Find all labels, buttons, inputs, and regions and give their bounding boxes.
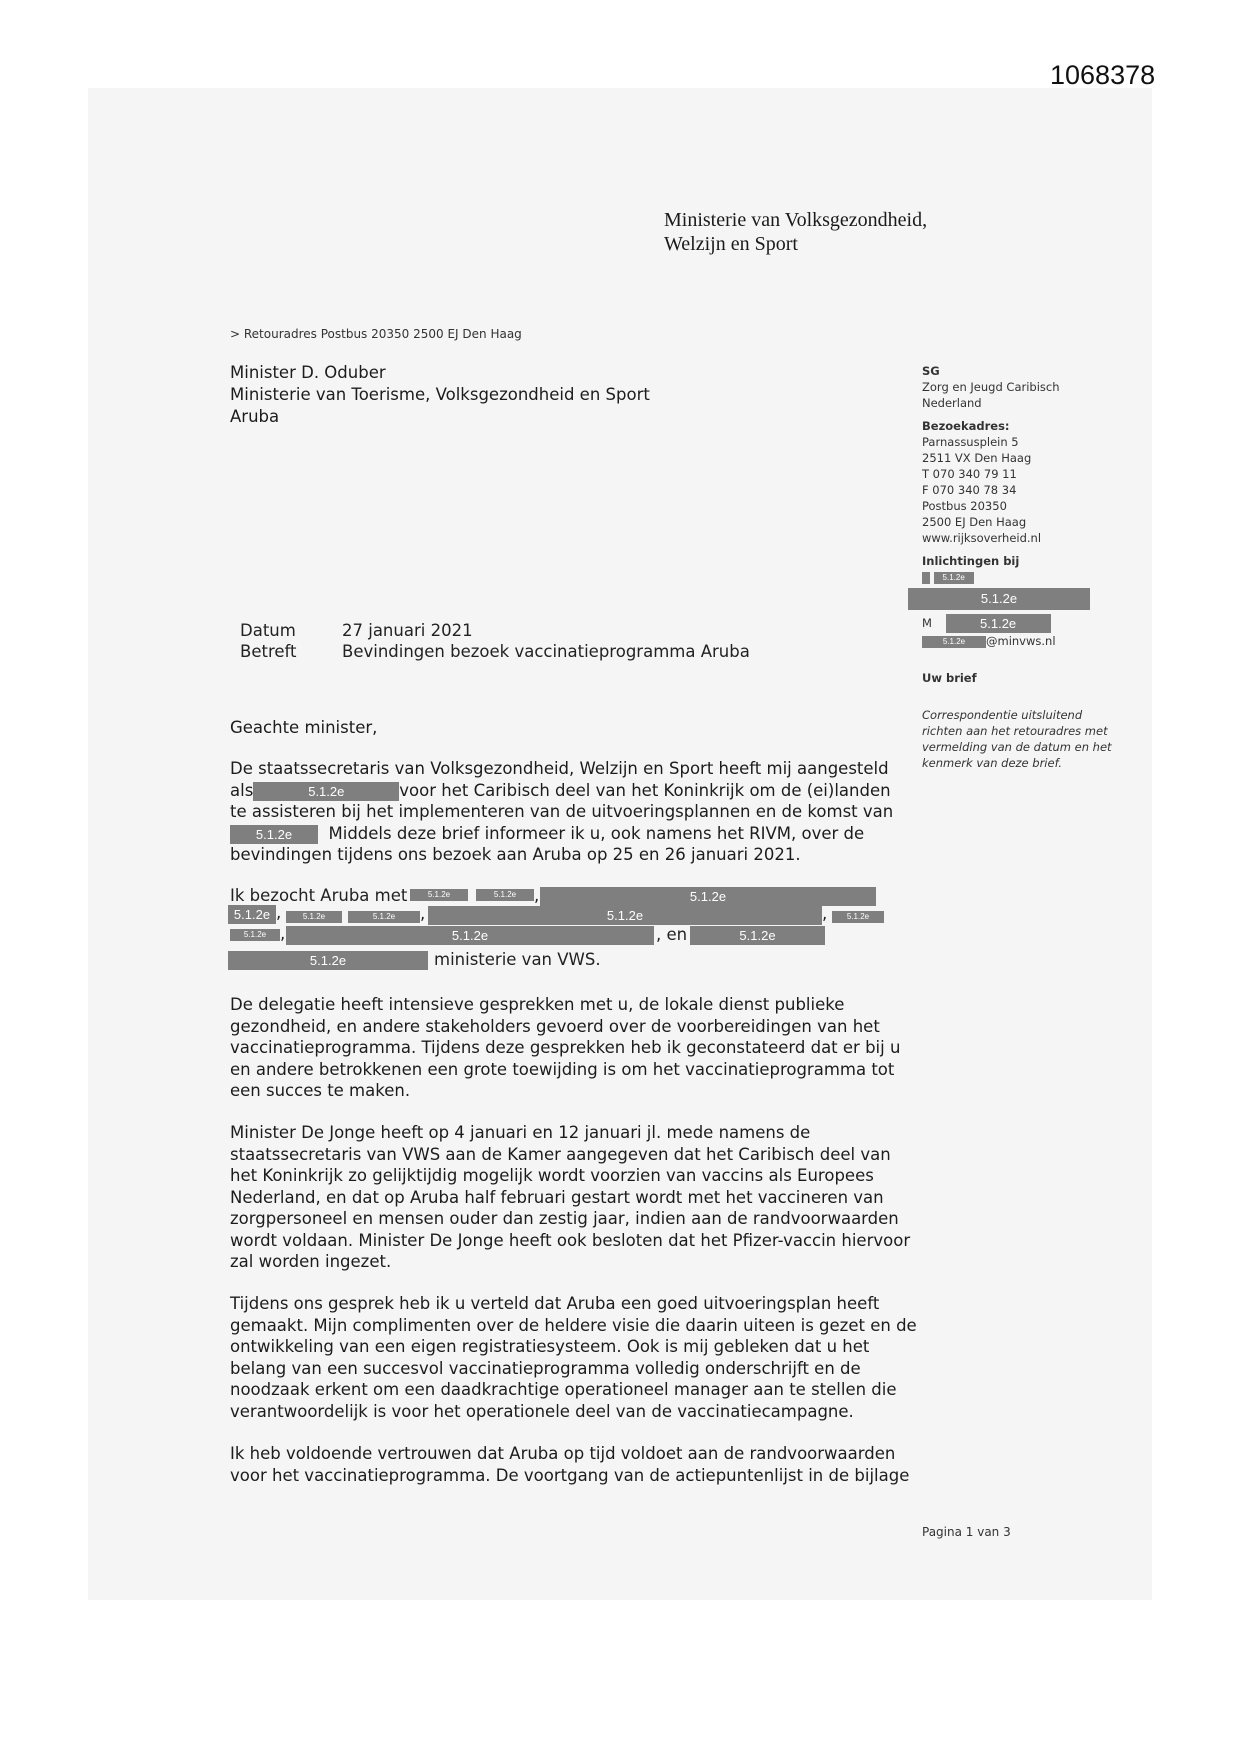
redaction-box: 5.1.2e	[476, 889, 534, 901]
paragraph-line: De staatssecretaris van Volksgezondheid, Welzijn en Sport heeft mij aangesteld	[230, 759, 889, 778]
addressee-location: Aruba	[230, 407, 280, 426]
paragraph-line: ontwikkeling van een eigen registratiesysteem. Ook is mij gebleken dat u het	[230, 1337, 870, 1356]
page-number: Pagina 1 van 3	[922, 1525, 1011, 1539]
info-label: Inlichtingen bij	[922, 554, 1020, 568]
email-suffix: @minvws.nl	[986, 634, 1056, 648]
redaction-box: 5.1.2e	[228, 951, 428, 970]
paragraph-line: gezondheid, en andere stakeholders gevoerd over de voorbereidingen van het	[230, 1016, 880, 1036]
date-label: Datum	[240, 621, 296, 640]
redaction-box: 5.1.2e	[922, 636, 986, 648]
visit-address-label: Bezoekadres:	[922, 419, 1010, 433]
paragraph-line: Minister De Jonge heeft op 4 januari en 12 januari jl. mede namens de	[230, 1123, 811, 1142]
postbus-city: 2500 EJ Den Haag	[922, 515, 1027, 529]
text-fragment: als	[230, 780, 254, 800]
paragraph-line: voor het vaccinatieprogramma. De voortgang van de actiepuntenlijst in de bijlage	[230, 1465, 910, 1485]
paragraph-line: het Koninkrijk zo gelijktijdig mogelijk wordt voorzien van vaccins als Europees	[230, 1166, 874, 1185]
paragraph-line: Ik heb voldoende vertrouwen dat Aruba op tijd voldoet aan de randvoorwaarden	[230, 1444, 896, 1463]
phone: T 070 340 79 11	[922, 467, 1017, 481]
paragraph-line: zorgpersoneel en mensen ouder dan zestig jaar, indien aan de randvoorwaarden	[230, 1209, 899, 1228]
paragraph-line: staatssecretaris van VWS aan de Kamer aangegeven dat het Caribisch deel van	[230, 1144, 891, 1164]
paragraph-line: gemaakt. Mijn complimenten over de heldere visie die daarin uiteen is gezet en de	[230, 1315, 917, 1335]
postbus: Postbus 20350	[922, 499, 1007, 513]
paragraph-3	[230, 994, 910, 1102]
paragraph-line: vaccinatieprogramma. Tijdens deze gesprekken heb ik geconstateerd dat er bij u	[230, 1038, 901, 1057]
paragraph-6	[230, 1443, 910, 1486]
paragraph-line: verantwoordelijk is voor het operationele deel van de vaccinatiecampagne.	[230, 1401, 854, 1421]
redaction-box: 5.1.2e	[348, 911, 420, 923]
redaction-box	[922, 572, 930, 584]
text-fragment: ministerie van VWS.	[434, 950, 601, 969]
org-code: SG	[922, 364, 940, 378]
email-line	[922, 633, 1122, 649]
redaction-box: 5.1.2e	[946, 614, 1051, 633]
postal-code: 2511 VX Den Haag	[922, 451, 1032, 465]
text-fragment: Middels deze brief informeer ik u, ook namens het RIVM, over de	[328, 823, 865, 843]
paragraph-line: Tijdens ons gesprek heb ik u verteld dat Aruba een goed uitvoeringsplan heeft	[230, 1294, 880, 1313]
redaction-box: 5.1.2e	[230, 825, 318, 844]
redaction-box: 5.1.2e	[230, 929, 280, 941]
mobile-prefix: M	[922, 616, 932, 630]
document-id: 1068378	[1050, 60, 1156, 90]
redaction-box: 5.1.2e	[286, 911, 342, 923]
date-value: 27 januari 2021	[342, 621, 473, 640]
redaction-box: 5.1.2e	[934, 572, 974, 584]
redaction-box: 5.1.2e	[253, 782, 399, 801]
paragraph-line: noodzaak erkent om een daadkrachtige operationeel manager aan te stellen die	[230, 1380, 897, 1399]
department-line-1: Zorg en Jeugd Caribisch	[922, 380, 1060, 394]
subject-value: Bevindingen bezoek vaccinatieprogramma Aruba	[342, 642, 750, 661]
redaction-box: 5.1.2e	[286, 926, 654, 945]
paragraph-line: belang van een succesvol vaccinatieprogramma volledig onderschrijft en de	[230, 1358, 861, 1378]
return-address: > Retouradres Postbus 20350 2500 EJ Den Haag	[230, 327, 522, 341]
paragraph-5	[230, 1293, 917, 1422]
info-contact-line	[922, 569, 1122, 585]
text-fragment: en	[666, 925, 688, 944]
redaction-box: 5.1.2e	[540, 887, 876, 906]
redaction-box: 5.1.2e	[410, 889, 468, 901]
paragraph-4	[230, 1122, 910, 1273]
paragraph-line	[230, 780, 910, 802]
fax: F 070 340 78 34	[922, 483, 1017, 497]
website-link[interactable]: www.rijksoverheid.nl	[922, 531, 1042, 545]
letter-metadata	[240, 620, 750, 662]
street: Parnassusplein 5	[922, 435, 1019, 449]
redaction-box: 5.1.2e	[428, 906, 822, 925]
ministry-logo	[664, 208, 927, 256]
redaction-box: 5.1.2e	[690, 926, 825, 945]
redaction-box: 5.1.2e	[908, 588, 1090, 610]
paragraph-line: te assisteren bij het implementeren van de uitvoeringsplannen en de komst van	[230, 802, 894, 821]
subject-label: Betreft	[240, 642, 297, 661]
paragraph-line: een succes te maken.	[230, 1081, 411, 1100]
paragraph-line	[230, 823, 910, 845]
mobile-line	[922, 614, 1122, 633]
correspondence-note: Correspondentie uitsluitend richten aan het retouradres met vermelding van de datum en het kenmerk van deze brief.	[922, 708, 1112, 770]
logo-line-1: Ministerie van Volksgezondheid,	[664, 209, 928, 231]
paragraph-line: De delegatie heeft intensieve gesprekken met u, de lokale dienst publieke	[230, 995, 845, 1014]
paragraph-1	[230, 758, 910, 866]
paragraph-line: wordt voldaan. Minister De Jonge heeft ook besloten dat het Pfizer-vaccin hiervoor	[230, 1230, 911, 1250]
logo-line-2: Welzijn en Sport	[664, 233, 798, 255]
sender-sidebar	[922, 363, 1122, 771]
redaction-box: 5.1.2e	[832, 911, 884, 923]
addressee-block	[230, 362, 650, 428]
your-letter-label: Uw brief	[922, 671, 977, 685]
text-fragment: voor het Caribisch deel van het Koninkrijk om de (ei)landen	[399, 780, 891, 800]
paragraph-line: bevindingen tijdens ons bezoek aan Aruba op 25 en 26 januari 2021.	[230, 845, 801, 864]
redaction-box: 5.1.2e	[228, 905, 276, 924]
paragraph-line: Nederland, en dat op Aruba half februari gestart wordt met het vaccineren van	[230, 1187, 884, 1207]
text-fragment: Ik bezocht Aruba met	[230, 886, 408, 905]
addressee-organisation: Ministerie van Toerisme, Volksgezondheid en Sport	[230, 385, 650, 404]
department-line-2: Nederland	[922, 396, 982, 410]
salutation: Geachte minister,	[230, 718, 378, 737]
addressee-name: Minister D. Oduber	[230, 363, 386, 382]
paragraph-line: zal worden ingezet.	[230, 1252, 392, 1271]
paragraph-line: en andere betrokkenen een grote toewijding is om het vaccinatieprogramma tot	[230, 1059, 895, 1079]
